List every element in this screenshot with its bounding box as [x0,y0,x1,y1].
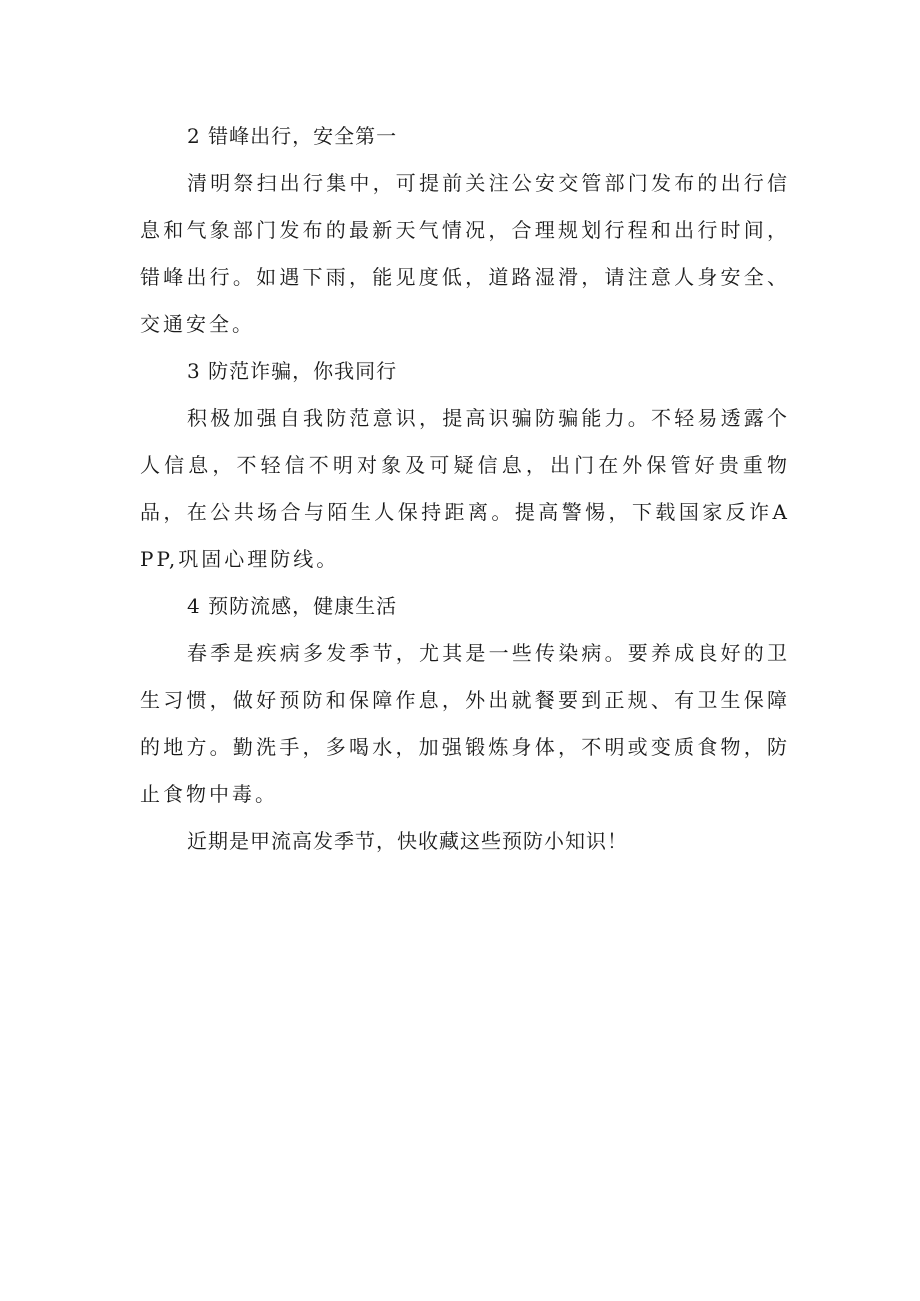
document-body [140,113,790,865]
section-heading-flu: 4 预防流感，健康生活 [187,594,398,618]
section-body-flu: 春季是疾病多发季节，尤其是一些传染病。要养成良好的卫生习惯，做好预防和保障作息，外出就餐要到正规、有卫生保障的地方。勤洗手，多喝水，加强锻炼身体，不明或变质食物，防止食物中毒。 [140,641,790,806]
section-body-fraud: 积极加强自我防范意识，提高识骗防骗能力。不轻易透露个人信息，不轻信不明对象及可疑信息，出门在外保管好贵重物品，在公共场合与陌生人保持距离。提高警惕，下载国家反诈APP,巩固心理防线。 [140,406,790,571]
section-body-travel: 清明祭扫出行集中，可提前关注公安交管部门发布的出行信息和气象部门发布的最新天气情况，合理规划行程和出行时间，错峰出行。如遇下雨，能见度低，道路湿滑，请注意人身安全、交通安全。 [140,171,790,336]
section-heading-fraud: 3 防范诈骗，你我同行 [187,359,398,383]
section-heading-travel: 2 错峰出行，安全第一 [187,124,398,148]
closing-note: 近期是甲流高发季节，快收藏这些预防小知识！ [187,829,628,853]
